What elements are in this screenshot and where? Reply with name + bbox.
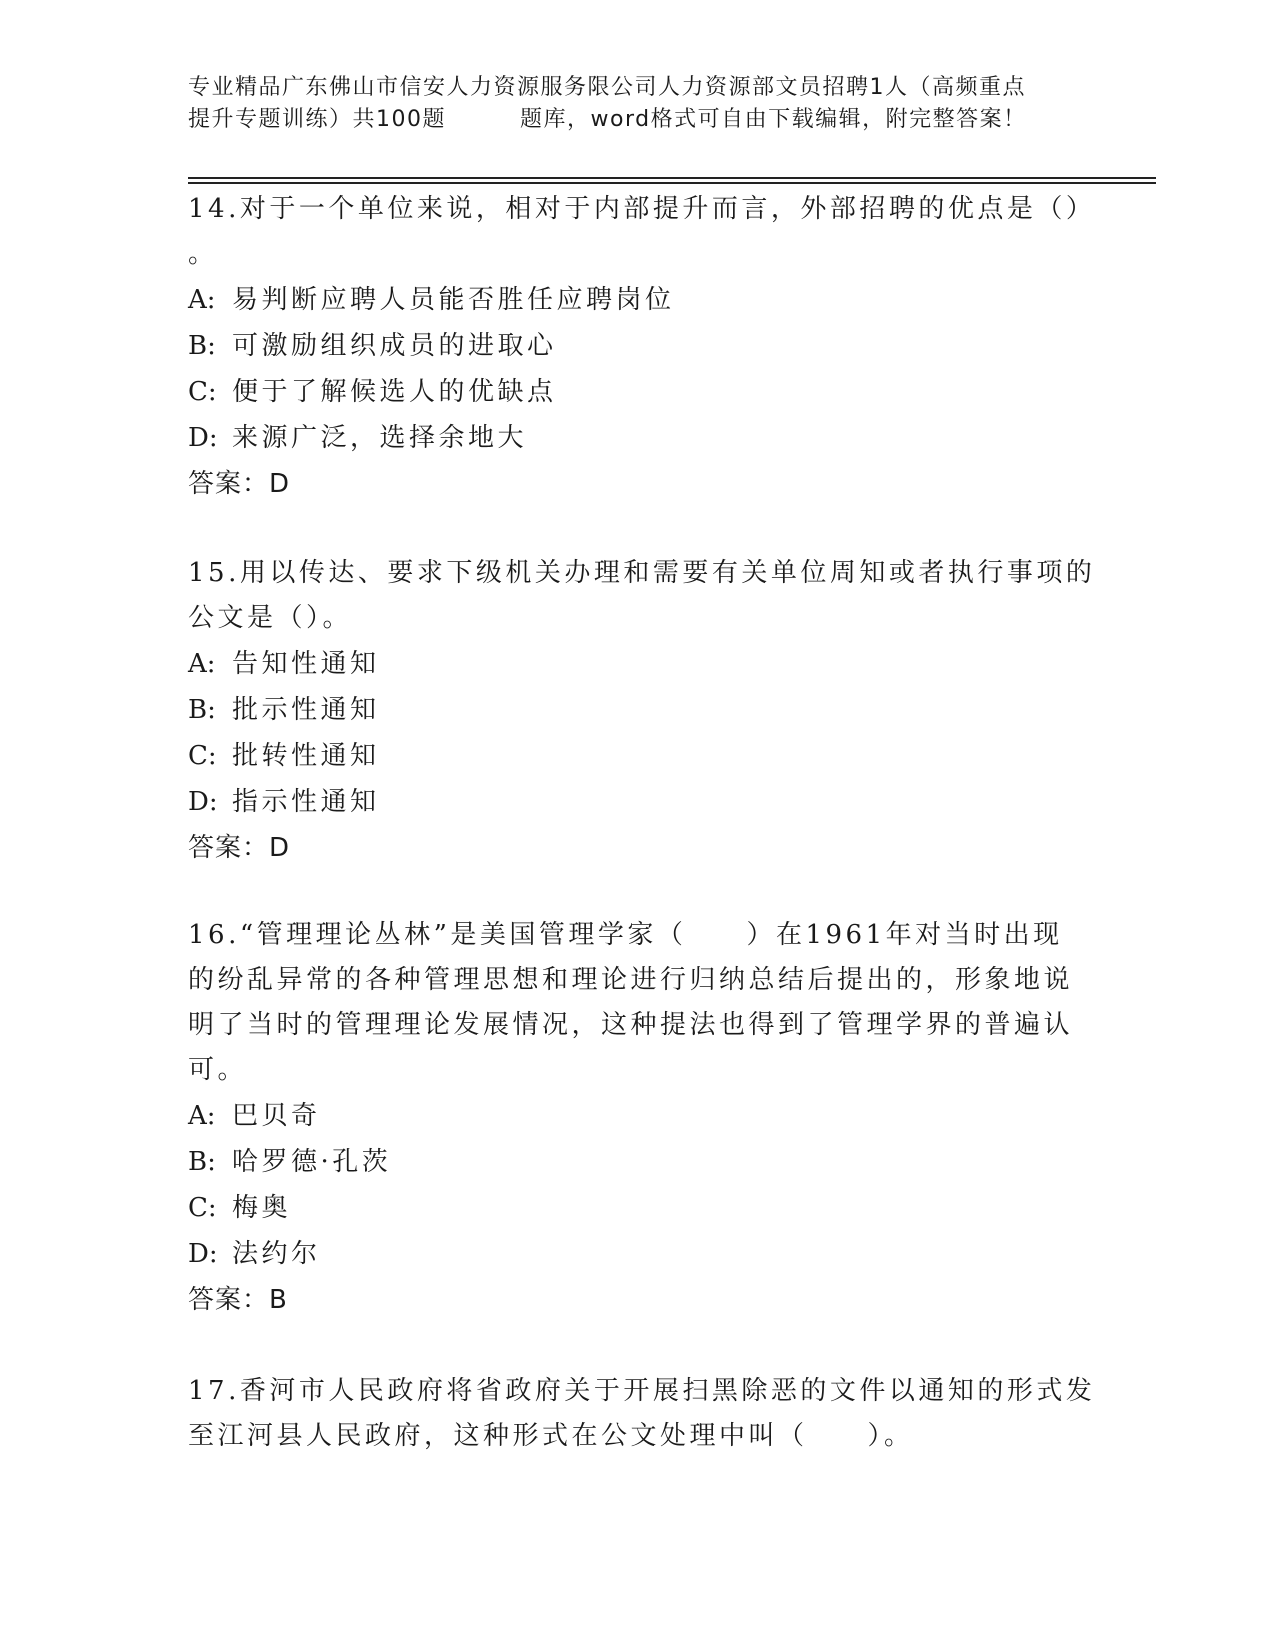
option-b — [188, 687, 1088, 733]
question-stem — [188, 551, 1096, 641]
option-text: 可激励组织成员的进取心 — [232, 331, 557, 361]
option-label: D: — [188, 787, 218, 817]
question-stem — [188, 913, 1088, 1093]
option-a — [188, 1093, 1088, 1139]
option-label: A: — [188, 285, 216, 315]
option-label: D: — [188, 1239, 218, 1269]
option-a — [188, 641, 1088, 687]
option-label: A: — [188, 649, 216, 679]
option-label: C: — [188, 1193, 217, 1223]
answer-line: 答案：D — [188, 469, 291, 499]
option-d — [188, 779, 1088, 825]
option-label: B: — [188, 331, 216, 361]
question-17 — [188, 1369, 1096, 1459]
option-text: 梅奥 — [232, 1193, 292, 1223]
stem-line: 明了当时的管理理论发展情况，这种提法也得到了管理学界的普遍认 — [188, 1010, 1074, 1040]
stem-line: 可。 — [188, 1055, 248, 1085]
option-label: B: — [188, 1147, 216, 1177]
stem-segment: 16.“管理理论丛林”是美国管理学家（ — [188, 920, 687, 950]
header-line-2 — [188, 104, 1088, 136]
stem-segment: ）在1961年对当时出现 — [746, 920, 1063, 950]
option-text: 哈罗德·孔茨 — [232, 1147, 392, 1177]
option-text: 指示性通知 — [232, 787, 380, 817]
answer-line: 答案：B — [188, 1285, 288, 1315]
option-text: 法约尔 — [232, 1239, 321, 1269]
option-label: C: — [188, 377, 217, 407]
option-a — [188, 277, 1088, 323]
stem-line — [188, 913, 1088, 958]
document-header — [188, 72, 1088, 136]
stem-line: 。 — [188, 239, 218, 269]
header-line-1: 专业精品广东佛山市信安人力资源服务限公司人力资源部文员招聘1人（高频重点 — [188, 75, 1026, 100]
stem-line: 15.用以传达、要求下级机关办理和需要有关单位周知或者执行事项的 — [188, 558, 1096, 588]
stem-segment: 至江河县人民政府，这种形式在公文处理中叫（ — [188, 1421, 808, 1451]
stem-line: 的纷乱异常的各种管理思想和理论进行归纳总结后提出的，形象地说 — [188, 965, 1074, 995]
option-d — [188, 415, 1088, 461]
option-c — [188, 369, 1088, 415]
stem-line: 17.香河市人民政府将省政府关于开展扫黑除恶的文件以通知的形式发 — [188, 1376, 1096, 1406]
option-text: 易判断应聘人员能否胜任应聘岗位 — [232, 285, 675, 315]
option-c — [188, 733, 1088, 779]
option-c — [188, 1185, 1088, 1231]
option-text: 便于了解候选人的优缺点 — [232, 377, 557, 407]
option-label: D: — [188, 423, 218, 453]
header-line-2-part-a: 提升专题训练）共100题 — [188, 107, 446, 132]
header-divider-top — [188, 177, 1156, 179]
answer-line: 答案：D — [188, 833, 291, 863]
option-label: A: — [188, 1101, 216, 1131]
option-label: B: — [188, 695, 216, 725]
stem-line — [188, 1414, 1088, 1459]
option-b — [188, 323, 1088, 369]
option-b — [188, 1139, 1088, 1185]
stem-line: 14.对于一个单位来说，相对于内部提升而言，外部招聘的优点是（） — [188, 194, 1096, 224]
question-16 — [188, 913, 1088, 1323]
stem-line: 公文是（）。 — [188, 603, 353, 633]
header-line-2-part-b: 题库，word格式可自由下载编辑，附完整答案！ — [520, 107, 1027, 132]
option-text: 批示性通知 — [232, 695, 380, 725]
question-15 — [188, 551, 1096, 871]
question-14 — [188, 187, 1096, 507]
header-divider-bottom — [188, 182, 1156, 184]
option-d — [188, 1231, 1088, 1277]
question-stem — [188, 1369, 1096, 1459]
option-label: C: — [188, 741, 217, 771]
option-text: 巴贝奇 — [232, 1101, 321, 1131]
option-text: 来源广泛，选择余地大 — [232, 423, 528, 453]
stem-segment: ）。 — [867, 1421, 914, 1451]
option-text: 告知性通知 — [232, 649, 380, 679]
option-text: 批转性通知 — [232, 741, 380, 771]
question-stem — [188, 187, 1096, 277]
